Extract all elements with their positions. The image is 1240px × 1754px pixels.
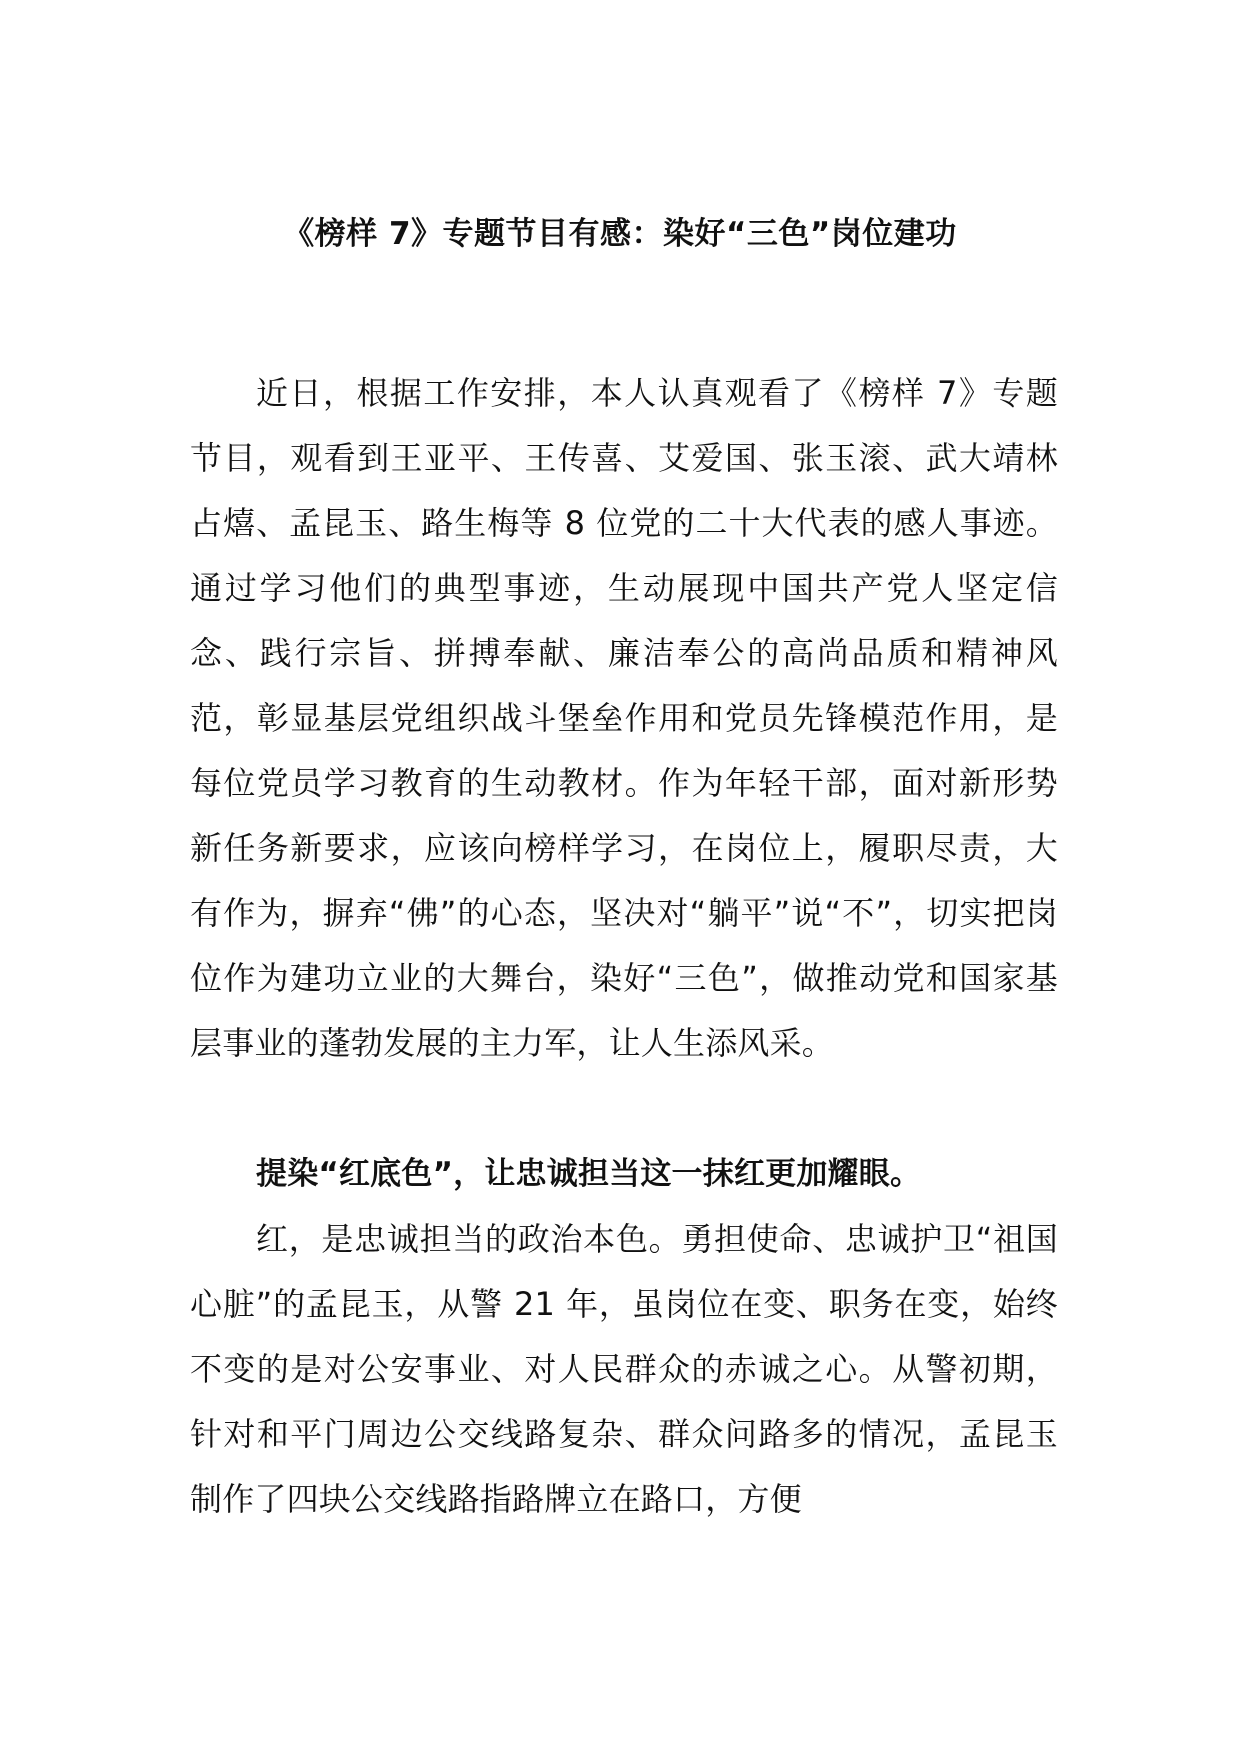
document-title: 《榜样 7》专题节目有感：染好“三色”岗位建功 — [283, 216, 957, 252]
section-heading-red: 提染“红底色”，让忠诚担当这一抹红更加耀眼。 — [256, 1156, 922, 1192]
red-section-paragraph: 红，是忠诚担当的政治本色。勇担使命、忠诚护卫“祖国心脏”的孟昆玉，从警 21 年，虽岗位在变、职务在变，始终不变的是对公安事业、对人民群众的赤诚之心。从警初期，针对和平门周边公交线路复杂、群众问路多的情况，孟昆玉制作了四块公交线路指路牌立在路口，方便 — [190, 1220, 1058, 1518]
intro-paragraph: 近日，根据工作安排，本人认真观看了《榜样 7》专题节目，观看到王亚平、王传喜、艾爱国、张玉滚、武大靖林占熺、孟昆玉、路生梅等 8 位党的二十大代表的感人事迹。通过学习他们的典型事迹，生动展现中国共产党人坚定信念、践行宗旨、拼搏奉献、廉洁奉公的高尚品质和精神风范，彰显基层党组织战斗堡垒作用和党员先锋模范作用，是每位党员学习教育的生动教材。作为年轻干部，面对新形势新任务新要求，应该向榜样学习，在岗位上，履职尽责，大有作为，摒弃“佛”的心态，坚决对“躺平”说“不”，切实把岗位作为建功立业的大舞台，染好“三色”，做推动党和国家基层事业的蓬勃发展的主力军，让人生添风采。 — [190, 374, 1058, 1062]
